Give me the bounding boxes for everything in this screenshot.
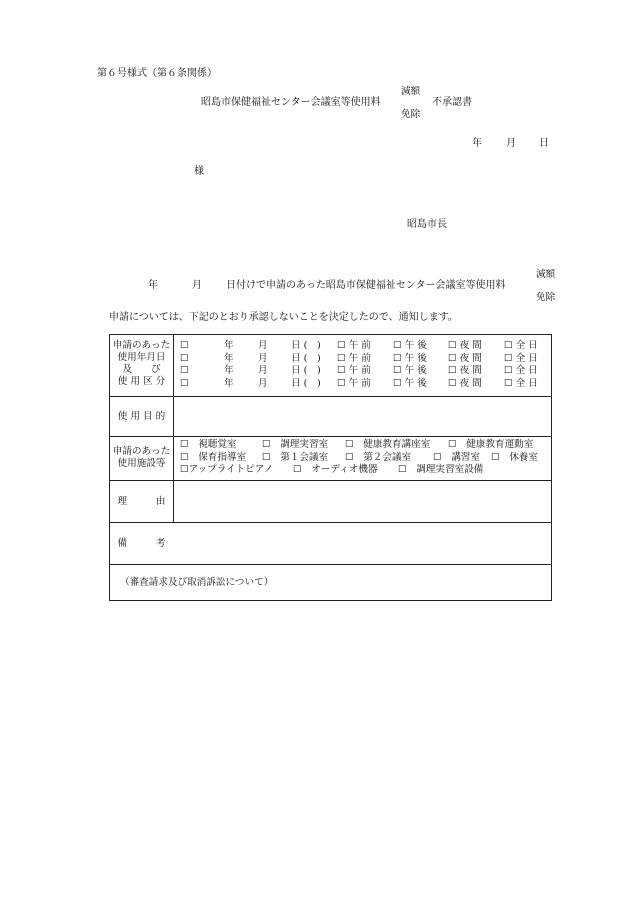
facility-checkbox[interactable]: ☐ 第２会議室 (345, 451, 412, 463)
document-title: 昭島市保健福祉センター会議室等使用料 (201, 97, 381, 108)
title-option-exempt: 免除 (401, 109, 421, 120)
night-checkbox[interactable]: ☐ 夜 間 (448, 352, 482, 364)
date-month: 月 (506, 138, 516, 149)
facility-checkbox[interactable]: ☐ オーディオ機器 (293, 464, 378, 476)
row-divider (110, 522, 551, 523)
facility-checkbox[interactable]: ☐ 健康教育運動室 (448, 439, 534, 450)
date-checkbox[interactable]: ☐ (180, 365, 189, 377)
form-number: 第６号様式（第６条関係） (97, 68, 217, 79)
date-year: 年 (472, 138, 482, 149)
label-column-divider (173, 335, 174, 522)
date-checkbox[interactable]: ☐ (180, 340, 189, 351)
date-day: 日 (539, 138, 549, 149)
allday-checkbox[interactable]: ☐ 全 日 (504, 340, 538, 351)
facility-checkbox[interactable]: ☐ 調理実習室設備 (398, 464, 484, 476)
body-year: 年 (148, 280, 158, 291)
facility-checkbox[interactable]: ☐ 第１会議室 (262, 451, 329, 463)
pm-checkbox[interactable]: ☐ 午 後 (393, 365, 427, 377)
am-checkbox[interactable]: ☐ 午 前 (337, 377, 371, 389)
facility-checkbox[interactable]: ☐ 休養室 (491, 451, 538, 463)
am-checkbox[interactable]: ☐ 午 前 (337, 365, 371, 377)
usage-date-label: 申請のあった 使用年月日 及 び 使 用 区 分 (112, 340, 171, 387)
title-suffix: 不承認書 (432, 97, 472, 108)
night-checkbox[interactable]: ☐ 夜 間 (448, 377, 482, 389)
facility-checkbox[interactable]: ☐ 健康教育講座室 (345, 439, 431, 450)
am-checkbox[interactable]: ☐ 午 前 (337, 340, 371, 351)
facility-checkbox[interactable]: ☐ 講習室 (433, 451, 480, 463)
body-option-reduce: 減額 (536, 269, 556, 280)
title-option-reduce: 減額 (401, 86, 421, 97)
body-month: 月 (192, 280, 202, 291)
body-option-exempt: 免除 (536, 292, 556, 303)
allday-checkbox[interactable]: ☐ 全 日 (504, 365, 538, 377)
row-divider (110, 436, 551, 437)
addressee-suffix: 様 (194, 166, 204, 177)
row-divider (110, 396, 551, 397)
body-text-main: 日付けで申請のあった昭島市保健福祉センター会議室等使用料 (226, 280, 506, 291)
facility-checkbox[interactable]: ☐ 視聴覚室 (180, 439, 237, 450)
date-checkbox[interactable]: ☐ (180, 352, 189, 364)
facility-checkbox[interactable]: ☐ 保育指導室 (180, 451, 247, 463)
pm-checkbox[interactable]: ☐ 午 後 (393, 377, 427, 389)
night-checkbox[interactable]: ☐ 夜 間 (448, 365, 482, 377)
appeal-note: （審査請求及び取消訴訟について） (120, 577, 274, 588)
reason-label: 理 由 (117, 496, 166, 507)
night-checkbox[interactable]: ☐ 夜 間 (448, 340, 482, 351)
remarks-label: 備 考 (117, 538, 166, 549)
facility-checkbox[interactable]: ☐ 調理実習室 (262, 439, 329, 450)
purpose-label: 使 用 目 的 (117, 411, 166, 422)
pm-checkbox[interactable]: ☐ 午 後 (393, 352, 427, 364)
allday-checkbox[interactable]: ☐ 全 日 (504, 377, 538, 389)
allday-checkbox[interactable]: ☐ 全 日 (504, 352, 538, 364)
row-divider (110, 564, 551, 565)
facility-checkbox[interactable]: ☐アップライトピアノ (180, 464, 274, 476)
application-table: 申請のあった 使用年月日 及 び 使 用 区 分 ☐ 年 月 日 ( ) ☐ 午 前 ☐ 午 後 ☐ 夜 間 ☐ 全 日 ☐ 年 月 日 ( ) ☐ 午 前 ☐ 午 後 ☐ 夜 間 ☐ 全 日 ☐ 年 月 日 ( ) ☐ 午 前 ☐ 午 後 ☐ 夜 間 ☐ 全 日 ☐ 年 月 日 ( ) ☐ 午 前 ☐ 午 後 ☐ 夜 間 ☐ 全 日 使 用 目 的 申請のあった 使用施設等 ☐ 視聴覚室 ☐ 調理実習室 ☐ 健康教育講座室 ☐ 健康教育運動室 ☐ 保育指導室 ☐ 第１会議室 ☐ 第２会議室 ☐ 講習室 ☐ 休養室 ☐アップライトピアノ ☐ オーディオ機器 ☐ 調理実習室設備 理 由 備 考 （審査請求及び取消訴訟について） (109, 334, 552, 601)
body-text-second: 申請については、下記のとおり承認しないことを決定したので、通知します。 (109, 312, 458, 323)
issuer-name: 昭島市長 (407, 219, 447, 230)
pm-checkbox[interactable]: ☐ 午 後 (393, 340, 427, 351)
facility-label: 申請のあった 使用施設等 (112, 446, 171, 469)
row-divider (110, 480, 551, 481)
am-checkbox[interactable]: ☐ 午 前 (337, 352, 371, 364)
date-checkbox[interactable]: ☐ (180, 377, 189, 389)
